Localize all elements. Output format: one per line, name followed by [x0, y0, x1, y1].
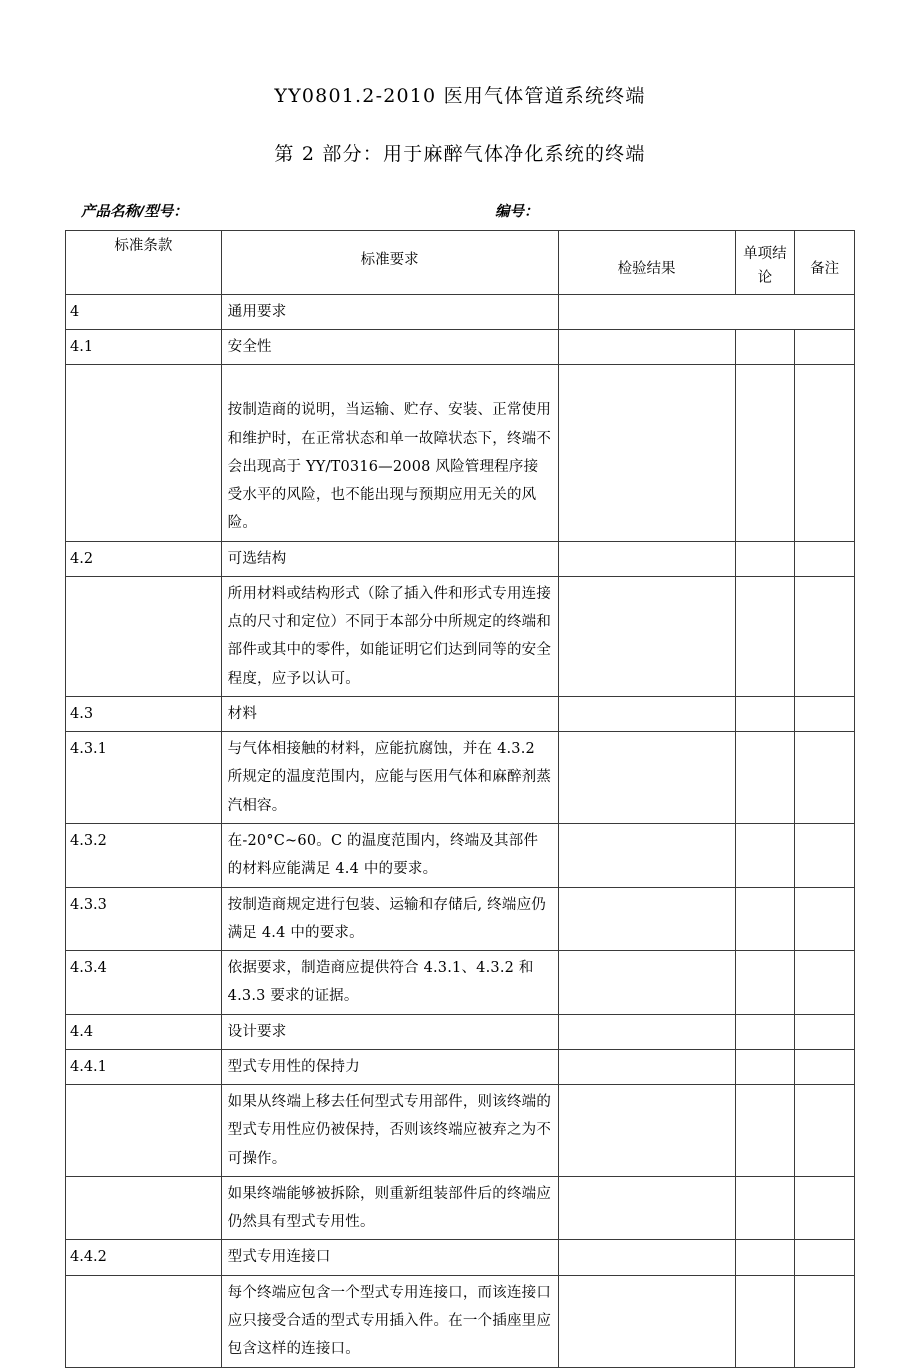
cell-conclusion[interactable] — [735, 1085, 795, 1177]
table-row — [66, 732, 855, 824]
cell-result-value — [559, 1085, 735, 1119]
clause-number: 4.3 — [70, 705, 94, 722]
cell-clause — [66, 887, 222, 951]
cell-result-value — [559, 1240, 735, 1274]
cell-result-value — [559, 951, 735, 985]
cell-conclusion[interactable] — [735, 1014, 795, 1049]
clause-number — [66, 1085, 221, 1091]
cell-result[interactable] — [558, 330, 735, 365]
header-label-clause: 标准条款 — [114, 238, 173, 255]
clause-number — [66, 1177, 221, 1183]
cell-result[interactable] — [558, 1049, 735, 1084]
cell-clause — [66, 696, 222, 731]
cell-conclusion-value — [736, 577, 795, 611]
cell-note-value — [795, 697, 854, 731]
cell-result[interactable] — [558, 1085, 735, 1177]
table-row — [66, 1049, 855, 1084]
cell-note-value — [795, 542, 854, 576]
cell-note-value — [795, 1240, 854, 1274]
requirement-text: 每个终端应包含一个型式专用连接口，而该连接口应只接受合适的型式专用插入件。在一个插座里应包含这样的连接口。 — [227, 1284, 552, 1358]
cell-clause — [66, 1176, 222, 1240]
cell-requirement — [221, 330, 558, 365]
cell-note[interactable] — [795, 1049, 855, 1084]
clause-number: 4 — [70, 303, 80, 320]
header-label-result: 检验结果 — [617, 261, 676, 278]
cell-requirement — [221, 887, 558, 951]
requirement-text: 依据要求，制造商应提供符合 4.3.1、4.3.2 和 4.3.3 要求的证据。 — [227, 960, 534, 1005]
cell-conclusion[interactable] — [735, 541, 795, 576]
cell-clause — [66, 1014, 222, 1049]
cell-conclusion-value — [736, 542, 795, 576]
cell-conclusion[interactable] — [735, 732, 795, 824]
cell-note[interactable] — [795, 732, 855, 824]
clause-number: 4.4 — [70, 1023, 94, 1040]
cell-requirement — [221, 541, 558, 576]
table-row — [66, 365, 855, 541]
clause-number: 4.3.2 — [70, 833, 107, 849]
cell-result-value — [559, 697, 735, 731]
cell-result-value — [559, 1177, 735, 1211]
clause-number — [66, 1276, 221, 1282]
inspection-table — [65, 230, 855, 1367]
cell-result-value — [559, 1276, 735, 1310]
header-label-requirement: 标准要求 — [360, 252, 419, 269]
clause-number: 4.3.1 — [70, 741, 107, 758]
clause-number: 4.4.1 — [70, 1058, 107, 1075]
requirement-text: 安全性 — [227, 339, 272, 356]
cell-conclusion[interactable] — [735, 576, 795, 696]
table-row — [66, 1176, 855, 1240]
cell-requirement — [221, 732, 558, 824]
cell-note-value — [795, 888, 854, 922]
cell-conclusion-value — [736, 330, 795, 364]
cell-result-value — [559, 542, 735, 576]
cell-clause — [66, 732, 222, 824]
cell-note[interactable] — [795, 1176, 855, 1240]
cell-conclusion-value — [736, 365, 795, 399]
cell-conclusion[interactable] — [735, 365, 795, 541]
cell-clause — [66, 1275, 222, 1367]
cell-requirement — [221, 576, 558, 696]
cell-clause — [66, 1240, 222, 1275]
cell-note[interactable] — [795, 887, 855, 951]
cell-result-value — [559, 330, 735, 364]
cell-requirement — [221, 1240, 558, 1275]
table-row — [66, 824, 855, 888]
cell-requirement — [221, 1085, 558, 1177]
cell-conclusion-value — [736, 888, 795, 922]
cell-clause — [66, 1049, 222, 1084]
clause-number: 4.3.4 — [70, 960, 107, 977]
cell-clause — [66, 294, 222, 329]
table-body — [66, 294, 855, 1367]
cell-clause — [66, 951, 222, 1015]
cell-requirement — [221, 1014, 558, 1049]
cell-requirement — [221, 365, 558, 541]
requirement-text: 在-20°C~60。C 的温度范围内，终端及其部件的材料应能满足 4.4 中的要求。 — [227, 833, 539, 878]
cell-note-value — [795, 1177, 854, 1211]
requirement-text: 通用要求 — [227, 303, 287, 320]
requirement-text: 如果从终端上移去任何型式专用部件，则该终端的型式专用性应仍被保持，否则该终端应被弃之为不可操作。 — [227, 1094, 552, 1167]
cell-requirement — [221, 1176, 558, 1240]
product-name-label: 产品名称/型号： — [81, 204, 188, 221]
cell-conclusion-value — [736, 1085, 795, 1119]
clause-number: 4.4.2 — [70, 1249, 107, 1266]
cell-note[interactable] — [795, 696, 855, 731]
header-cell-result — [558, 231, 735, 294]
cell-conclusion-value — [736, 1177, 795, 1211]
cell-conclusion-value — [736, 1240, 795, 1274]
cell-clause — [66, 576, 222, 696]
requirement-text: 所用材料或结构形式（除了插入件和形式专用连接点的尺寸和定位）不同于本部分中所规定的终端和部件或其中的零件，如能证明它们达到同等的安全程度，应予以认可。 — [227, 585, 552, 687]
cell-note-value — [795, 1085, 854, 1119]
cell-conclusion[interactable] — [735, 824, 795, 888]
header-label-conclusion — [736, 231, 795, 293]
cell-result-value — [559, 365, 735, 399]
cell-conclusion[interactable] — [735, 330, 795, 365]
header-label-note: 备注 — [810, 261, 840, 278]
meta-line — [65, 166, 855, 224]
cell-result[interactable] — [558, 732, 735, 824]
cell-note[interactable] — [795, 1014, 855, 1049]
table-row — [66, 576, 855, 696]
cell-result[interactable] — [558, 365, 735, 541]
cell-result-value — [559, 824, 735, 858]
cell-note[interactable] — [795, 1085, 855, 1177]
cell-note-value — [795, 577, 854, 611]
cell-result-value — [559, 577, 735, 611]
table-row — [66, 951, 855, 1015]
document-title: YY0801.2-2010 医用气体管道系统终端 — [274, 85, 646, 107]
serial-number-label: 编号： — [495, 204, 539, 221]
cell-conclusion[interactable] — [735, 1176, 795, 1240]
requirement-text: 可选结构 — [227, 550, 287, 567]
cell-requirement — [221, 696, 558, 731]
requirement-text: 设计要求 — [227, 1023, 287, 1040]
cell-note[interactable] — [795, 576, 855, 696]
cell-result[interactable] — [558, 1176, 735, 1240]
cell-conclusion[interactable] — [735, 951, 795, 1015]
cell-conclusion-value — [736, 697, 795, 731]
cell-conclusion[interactable] — [735, 1049, 795, 1084]
cell-result-value — [559, 1015, 735, 1049]
cell-note[interactable] — [795, 1240, 855, 1275]
cell-conclusion[interactable] — [735, 1275, 795, 1367]
table-row — [66, 887, 855, 951]
cell-note-value — [795, 732, 854, 766]
clause-number: 4.1 — [70, 339, 94, 356]
cell-clause — [66, 541, 222, 576]
cell-conclusion-value — [736, 1276, 795, 1310]
clause-number — [66, 577, 221, 583]
cell-note[interactable] — [795, 1275, 855, 1367]
cell-note[interactable] — [795, 541, 855, 576]
cell-result[interactable] — [558, 1014, 735, 1049]
header-label-conclusion-line1: 单项结 — [743, 246, 787, 263]
cell-clause — [66, 330, 222, 365]
requirement-text: 型式专用性的保持力 — [227, 1058, 360, 1075]
cell-conclusion-value — [736, 951, 795, 985]
cell-note-value — [795, 1015, 854, 1049]
cell-clause — [66, 824, 222, 888]
cell-requirement — [221, 824, 558, 888]
requirement-text: 型式专用连接口 — [227, 1249, 331, 1266]
cell-note-value — [795, 365, 854, 399]
cell-note[interactable] — [795, 330, 855, 365]
cell-result[interactable] — [558, 1240, 735, 1275]
merged-value — [559, 295, 854, 329]
cell-merged-right[interactable] — [558, 294, 854, 329]
table-row — [66, 1240, 855, 1275]
requirement-text: 按制造商规定进行包装、运输和存储后, 终端应仍满足 4.4 中的要求。 — [227, 896, 546, 941]
header-label-conclusion-line2: 论 — [757, 269, 773, 286]
requirement-text: 按制造商的说明，当运输、贮存、安装、正常使用和维护时，在正常状态和单一故障状态下，终端不会出现高于 YY/T0316—2008 风险管理程序接受水平的风险，也不能出现与预期应用无关的风险。 — [222, 365, 558, 540]
cell-conclusion[interactable] — [735, 696, 795, 731]
cell-note[interactable] — [795, 951, 855, 1015]
cell-requirement — [221, 1275, 558, 1367]
cell-result[interactable] — [558, 541, 735, 576]
cell-note-value — [795, 824, 854, 858]
cell-result[interactable] — [558, 576, 735, 696]
table-row — [66, 294, 855, 329]
cell-result[interactable] — [558, 951, 735, 1015]
table-row — [66, 541, 855, 576]
header-cell-requirement — [221, 231, 558, 294]
cell-requirement — [221, 951, 558, 1015]
requirement-text: 与气体相接触的材料，应能抗腐蚀，并在 4.3.2 所规定的温度范围内，应能与医用气体和麻醉剂蒸汽相容。 — [227, 741, 552, 814]
table-row — [66, 1085, 855, 1177]
cell-result[interactable] — [558, 1275, 735, 1367]
cell-conclusion-value — [736, 732, 795, 766]
cell-conclusion[interactable] — [735, 887, 795, 951]
cell-result-value — [559, 888, 735, 922]
table-row — [66, 1275, 855, 1367]
cell-requirement — [221, 294, 558, 329]
requirement-text: 如果终端能够被拆除，则重新组装部件后的终端应仍然具有型式专用性。 — [227, 1185, 552, 1231]
cell-note[interactable] — [795, 824, 855, 888]
title-block — [0, 0, 920, 166]
requirement-text: 材料 — [227, 705, 258, 722]
cell-note[interactable] — [795, 365, 855, 541]
cell-result[interactable] — [558, 696, 735, 731]
cell-requirement — [221, 1049, 558, 1084]
cell-result[interactable] — [558, 824, 735, 888]
cell-note-value — [795, 1276, 854, 1310]
cell-conclusion-value — [736, 1050, 795, 1084]
cell-result[interactable] — [558, 887, 735, 951]
blank-leading-line — [228, 368, 553, 396]
table-row — [66, 330, 855, 365]
clause-number — [66, 365, 221, 371]
header-cell-clause — [66, 231, 222, 294]
cell-conclusion-value — [736, 1015, 795, 1049]
cell-conclusion[interactable] — [735, 1240, 795, 1275]
cell-clause — [66, 1085, 222, 1177]
header-cell-conclusion — [735, 231, 795, 294]
clause-number: 4.2 — [70, 550, 94, 567]
clause-number: 4.3.3 — [70, 896, 107, 913]
table-row — [66, 696, 855, 731]
cell-result-value — [559, 732, 735, 766]
cell-note-value — [795, 951, 854, 985]
cell-clause — [66, 365, 222, 541]
document-subtitle: 第 2 部分：用于麻醉气体净化系统的终端 — [274, 142, 646, 165]
cell-conclusion-value — [736, 824, 795, 858]
table-header-row — [66, 231, 855, 294]
cell-note-value — [795, 1050, 854, 1084]
cell-note-value — [795, 330, 854, 364]
cell-result-value — [559, 1050, 735, 1084]
header-cell-note — [795, 231, 855, 294]
table-row — [66, 1014, 855, 1049]
